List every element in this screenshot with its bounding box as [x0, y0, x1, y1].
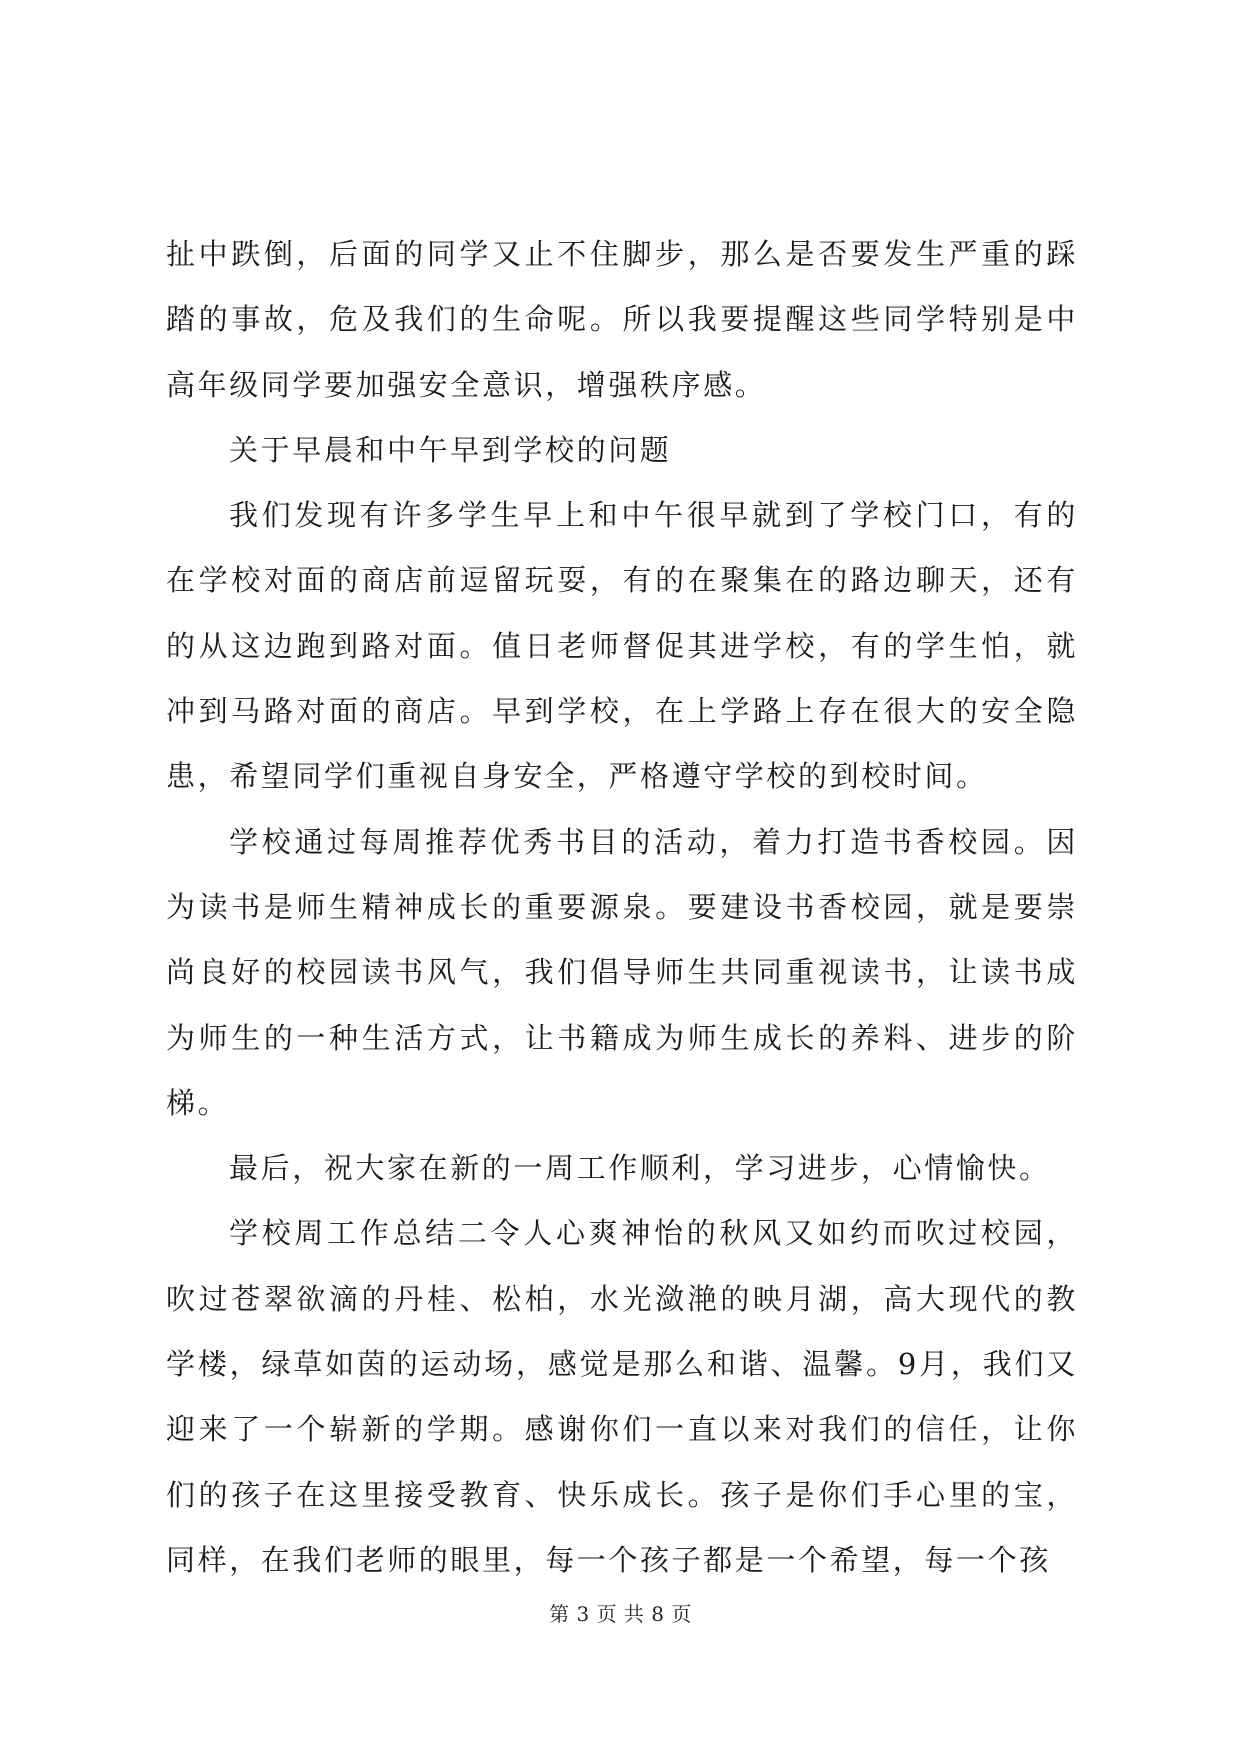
- paragraph-1: 扯中跌倒，后面的同学又止不住脚步，那么是否要发生严重的踩踏的事故，危及我们的生命呢。所以我要提醒这些同学特别是中高年级同学要加强安全意识，增强秩序感。: [166, 237, 1078, 402]
- paragraph-3: 我们发现有许多学生早上和中午很早就到了学校门口，有的在学校对面的商店前逗留玩耍，有的在聚集在的路边聊天，还有的从这边跑到路对面。值日老师督促其进学校，有的学生怕，就冲到马路对面的商店。早到学校，在上学路上存在很大的安全隐患，希望同学们重视自身安全，严格遵守学校的到校时间。: [166, 498, 1078, 794]
- paragraph-4: 学校通过每周推荐优秀书目的活动，着力打造书香校园。因为读书是师生精神成长的重要源泉。要建设书香校园，就是要崇尚良好的校园读书风气，我们倡导师生共同重视读书，让读书成为师生的一种生活方式，让书籍成为师生成长的养料、进步的阶梯。: [166, 824, 1078, 1120]
- paragraph-2-heading: 关于早晨和中午早到学校的问题: [229, 432, 672, 467]
- paragraph-5: 最后，祝大家在新的一周工作顺利，学习进步，心情愉快。: [229, 1151, 1051, 1186]
- page-number-label: 第 3 页 共 8 页: [549, 1602, 692, 1626]
- document-body: [166, 222, 1078, 1593]
- paragraph-6: 学校周工作总结二令人心爽神怡的秋风又如约而吹过校园，吹过苍翠欲滴的丹桂、松柏，水光潋滟的映月湖，高大现代的教学楼，绿草如茵的运动场，感觉是那么和谐、温馨。9月，我们又迎来了一个崭新的学期。感谢你们一直以来对我们的信任，让你们的孩子在这里接受教育、快乐成长。孩子是你们手心里的宝，同样，在我们老师的眼里，每一个孩子都是一个希望，每一个孩: [166, 1216, 1078, 1577]
- page-footer: [0, 1598, 1241, 1627]
